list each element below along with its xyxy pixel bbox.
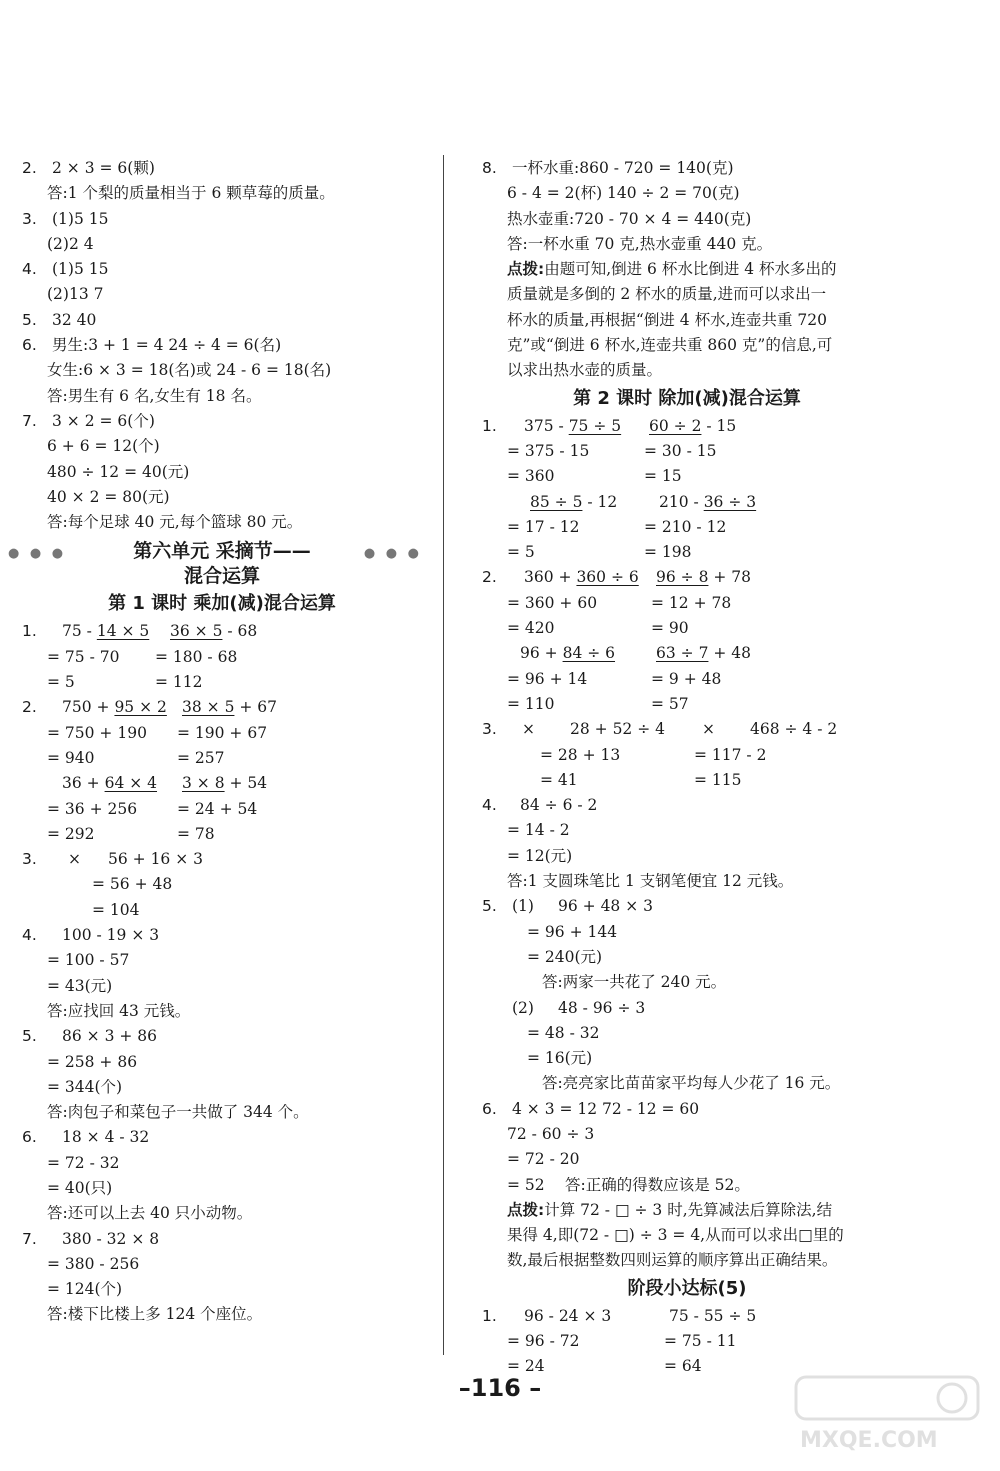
- s4-line3: = 43(元): [47, 976, 113, 995]
- q8-tip-line4: 克”或“倒进 6 杯水,连壶共重 860 克”的信息,可: [507, 336, 833, 355]
- q3-a: (1)5 15: [52, 209, 109, 228]
- t4-line3: = 12(元): [507, 846, 573, 865]
- lesson2-title: 第 2 课时 除加(减)混合运算: [573, 387, 801, 409]
- t6-line4: = 52: [507, 1175, 545, 1194]
- t5-number: 5.: [482, 897, 497, 916]
- t3-number: 3.: [482, 720, 497, 739]
- s6-number: 6.: [22, 1128, 37, 1147]
- q2-number: 2.: [22, 159, 37, 177]
- q8-line2: 6 - 4 = 2(杯) 140 ÷ 2 = 70(克): [507, 184, 740, 203]
- s6-line3: = 40(只): [47, 1178, 113, 1197]
- u1-b1: 75 - 55 ÷ 5: [669, 1306, 757, 1325]
- s2-a3: = 940: [47, 748, 95, 767]
- u1-number: 1.: [482, 1306, 497, 1325]
- s1-a1-under: 14 × 5: [96, 622, 150, 641]
- s4-line1: 100 - 19 × 3: [62, 926, 160, 945]
- q2-line1: 2 × 3 = 6(颗): [52, 159, 155, 177]
- q8-line3: 热水壶重:720 - 70 × 4 = 440(克): [507, 209, 752, 228]
- s2-c2: = 36 + 256: [47, 799, 138, 818]
- s5-line3: = 344(个): [47, 1077, 123, 1096]
- t5-b2: = 48 - 32: [527, 1023, 600, 1042]
- s3-line3: = 104: [92, 900, 140, 919]
- s1-a3: = 5: [47, 673, 75, 692]
- t1-d1-pre: 210 -: [659, 492, 704, 511]
- left-column: [8, 156, 422, 1328]
- watermark-text: MXQE.COM: [800, 1428, 938, 1453]
- watermark-logo: [792, 1373, 982, 1453]
- s7-number: 7.: [22, 1229, 37, 1248]
- t5-b1: 48 - 96 ÷ 3: [558, 998, 646, 1017]
- q6-line2: 女生:6 × 3 = 18(名)或 24 - 6 = 18(名): [47, 361, 332, 380]
- t6-tip-label: 点拨:: [507, 1200, 545, 1219]
- t2-d1-post: + 48: [708, 644, 752, 663]
- s5-line1: 86 × 3 + 86: [62, 1027, 157, 1046]
- t2-c1-pre: 96 +: [520, 644, 563, 663]
- t2-number: 2.: [482, 568, 497, 587]
- t4-line1: 84 ÷ 6 - 2: [520, 796, 598, 815]
- t2-d1-under: 63 ÷ 7: [656, 644, 709, 663]
- t1-a1-pre: 375 -: [524, 416, 569, 435]
- s2-b2: = 190 + 67: [177, 723, 268, 742]
- t6-line1: 4 × 3 = 12 72 - 12 = 60: [512, 1099, 700, 1118]
- t3-b2: = 117 - 2: [694, 745, 767, 764]
- q7-answer: 答:每个足球 40 元,每个篮球 80 元。: [47, 513, 303, 532]
- s2-b3: = 257: [177, 748, 225, 767]
- q8-number: 8.: [482, 159, 497, 177]
- s3-number: 3.: [22, 850, 37, 869]
- u1-b2: = 75 - 11: [664, 1332, 737, 1351]
- q8-tip-line3: 杯水的质量,再根据“倒进 4 杯水,连壶共重 720: [507, 310, 828, 329]
- s2-number: 2.: [22, 698, 37, 717]
- q3-b: (2)2 4: [47, 234, 94, 253]
- s2-d1-post: + 54: [224, 774, 268, 793]
- t1-c3: = 5: [507, 543, 535, 562]
- s2-c1-under: 64 × 4: [104, 774, 158, 793]
- s4-answer: 答:应找回 43 元钱。: [47, 1001, 191, 1020]
- t5-part2-label: (2): [512, 998, 534, 1017]
- t1-c2: = 17 - 12: [507, 517, 580, 536]
- right-column: [482, 156, 892, 1380]
- q7-line3: 480 ÷ 12 = 40(元): [47, 462, 190, 481]
- q5-a: 32 40: [52, 310, 97, 329]
- s3-mark: ×: [68, 850, 81, 869]
- s7-line3: = 124(个): [47, 1280, 123, 1299]
- u1-a2: = 96 - 72: [507, 1332, 580, 1351]
- q7-number: 7.: [22, 411, 37, 430]
- t2-c3: = 110: [507, 694, 555, 713]
- s1-b1-under: 36 × 5: [170, 622, 223, 641]
- t1-d2: = 210 - 12: [644, 517, 727, 536]
- q7-line1: 3 × 2 = 6(个): [52, 411, 155, 430]
- q5-number: 5.: [22, 310, 37, 329]
- t1-c1-under: 85 ÷ 5: [530, 492, 583, 511]
- s2-d2: = 24 + 54: [177, 799, 258, 818]
- t6-tip-line3: 数,最后根据整数四则运算的顺序算出正确结果。: [507, 1251, 838, 1270]
- s2-b1-post: + 67: [234, 698, 278, 717]
- t2-a1-pre: 360 +: [524, 568, 577, 587]
- t4-number: 4.: [482, 796, 497, 815]
- column-divider: [443, 155, 444, 1355]
- t3-a1: 28 + 52 ÷ 4: [570, 720, 665, 739]
- t1-d3: = 198: [644, 543, 692, 562]
- t1-a2: = 375 - 15: [507, 441, 590, 460]
- t1-b1-under: 60 ÷ 2: [649, 416, 702, 435]
- t3-mark2: ×: [702, 720, 715, 739]
- t5-b3: = 16(元): [527, 1049, 593, 1068]
- t4-answer: 答:1 支圆珠笔比 1 支钢笔便宜 12 元钱。: [507, 872, 794, 891]
- page-number: –116 –: [458, 1374, 542, 1402]
- q2-answer: 答:1 个梨的质量相当于 6 颗草莓的质量。: [47, 184, 335, 203]
- s7-line2: = 380 - 256: [47, 1254, 140, 1273]
- s1-a1-pre: 75 -: [62, 622, 97, 641]
- s2-a1-under: 95 × 2: [114, 698, 167, 717]
- q8-answer: 答:一杯水重 70 克,热水壶重 440 克。: [507, 234, 773, 253]
- t2-b1-under: 96 ÷ 8: [656, 568, 709, 587]
- q4-a: (1)5 15: [52, 260, 109, 279]
- t3-a2: = 28 + 13: [540, 745, 621, 764]
- t5-a1: 96 + 48 × 3: [558, 897, 653, 916]
- t5-part1-label: (1): [512, 897, 534, 916]
- q3-number: 3.: [22, 209, 37, 228]
- u1-a3: = 24: [507, 1357, 545, 1376]
- t4-line2: = 14 - 2: [507, 821, 570, 840]
- s1-a2: = 75 - 70: [47, 647, 120, 666]
- q4-number: 4.: [22, 260, 37, 279]
- t1-c1-post: - 12: [582, 492, 618, 511]
- s5-number: 5.: [22, 1027, 37, 1046]
- q4-b: (2)13 7: [47, 285, 104, 304]
- t1-number: 1.: [482, 416, 497, 435]
- s5-answer: 答:肉包子和菜包子一共做了 344 个。: [47, 1103, 309, 1122]
- s7-line1: 380 - 32 × 8: [62, 1229, 160, 1248]
- t3-a3: = 41: [540, 770, 578, 789]
- t2-c1-under: 84 ÷ 6: [562, 644, 616, 663]
- q8-line1: 一杯水重:860 - 720 = 140(克): [512, 159, 734, 177]
- s1-b2: = 180 - 68: [155, 647, 238, 666]
- s1-number: 1.: [22, 622, 37, 641]
- s1-b1-post: - 68: [222, 622, 258, 641]
- s6-line1: 18 × 4 - 32: [62, 1128, 150, 1147]
- u1-b3: = 64: [664, 1357, 702, 1376]
- q7-line2: 6 + 6 = 12(个): [47, 437, 160, 456]
- t2-b1-post: + 78: [708, 568, 752, 587]
- t5-a2: = 96 + 144: [527, 922, 618, 941]
- t1-d1-under: 36 ÷ 3: [703, 492, 757, 511]
- t3-mark1: ×: [522, 720, 535, 739]
- s3-line1: 56 + 16 × 3: [108, 850, 203, 869]
- t5-a-answer: 答:两家一共花了 240 元。: [542, 973, 727, 992]
- s5-line2: = 258 + 86: [47, 1052, 138, 1071]
- unit-dots-right: ● ● ●: [363, 546, 422, 562]
- u1-a1: 96 - 24 × 3: [524, 1306, 612, 1325]
- q8-tip-line5: 以求出热水壶的质量。: [507, 361, 663, 380]
- t2-a1-under: 360 ÷ 6: [576, 568, 639, 587]
- s4-number: 4.: [22, 926, 37, 945]
- s2-a2: = 750 + 190: [47, 723, 147, 742]
- s2-c3: = 292: [47, 824, 95, 843]
- q8-tip-line2: 质量就是多倒的 2 杯水的质量,进而可以求出一: [507, 285, 827, 304]
- t5-a3: = 240(元): [527, 947, 603, 966]
- s2-b1-under: 38 × 5: [182, 698, 235, 717]
- s3-line2: = 56 + 48: [92, 875, 173, 894]
- unit-dots-left: ● ● ●: [8, 546, 67, 562]
- q6-answer: 答:男生有 6 名,女生有 18 名。: [47, 386, 262, 405]
- t1-b3: = 15: [644, 467, 682, 486]
- t1-b1-post: - 15: [701, 416, 737, 435]
- t6-line3: = 72 - 20: [507, 1150, 580, 1169]
- t3-b1: 468 ÷ 4 - 2: [750, 720, 838, 739]
- s6-line2: = 72 - 32: [47, 1153, 120, 1172]
- t2-b2: = 12 + 78: [651, 593, 732, 612]
- s2-d1-under: 3 × 8: [182, 774, 225, 793]
- stage-title: 阶段小达标(5): [627, 1277, 747, 1299]
- t6-number: 6.: [482, 1099, 497, 1118]
- t2-a3: = 420: [507, 619, 555, 638]
- t6-tip-line2: 果得 4,即(72 - □) ÷ 3 = 4,从而可以求出□里的: [507, 1226, 844, 1245]
- s2-a1-pre: 750 +: [62, 698, 115, 717]
- lesson1-title: 第 1 课时 乘加(减)混合运算: [108, 593, 336, 615]
- s6-answer: 答:还可以上去 40 只小动物。: [47, 1204, 253, 1223]
- t6-tip-line1: 计算 72 - □ ÷ 3 时,先算减法后算除法,结: [544, 1200, 833, 1219]
- unit-title-line2: 混合运算: [183, 565, 260, 588]
- t2-d3: = 57: [651, 694, 689, 713]
- q8-tip-line1: 由题可知,倒进 6 杯水比倒进 4 杯水多出的: [544, 260, 837, 279]
- t2-b3: = 90: [651, 619, 689, 638]
- t2-c2: = 96 + 14: [507, 669, 588, 688]
- q6-number: 6.: [22, 336, 37, 355]
- q7-line4: 40 × 2 = 80(元): [47, 487, 170, 506]
- t3-b3: = 115: [694, 770, 742, 789]
- t6-line2: 72 - 60 ÷ 3: [507, 1124, 595, 1143]
- q8-tip-label: 点拨:: [507, 260, 545, 279]
- s7-answer: 答:楼下比楼上多 124 个座位。: [47, 1305, 263, 1324]
- t2-d2: = 9 + 48: [651, 669, 722, 688]
- t1-a1-under: 75 ÷ 5: [568, 416, 622, 435]
- s1-b3: = 112: [155, 673, 203, 692]
- s2-d3: = 78: [177, 824, 215, 843]
- s4-line2: = 100 - 57: [47, 951, 130, 970]
- t1-b2: = 30 - 15: [644, 441, 717, 460]
- unit-title: [8, 539, 422, 589]
- t5-b-answer: 答:亮亮家比苗苗家平均每人少花了 16 元。: [542, 1074, 841, 1093]
- q6-line1: 男生:3 + 1 = 4 24 ÷ 4 = 6(名): [52, 336, 282, 355]
- unit-title-line1: 第六单元 采摘节——: [133, 540, 311, 563]
- t6-answer: 答:正确的得数应该是 52。: [565, 1175, 750, 1194]
- t1-a3: = 360: [507, 467, 555, 486]
- t2-a2: = 360 + 60: [507, 593, 598, 612]
- s2-c1-pre: 36 +: [62, 774, 105, 793]
